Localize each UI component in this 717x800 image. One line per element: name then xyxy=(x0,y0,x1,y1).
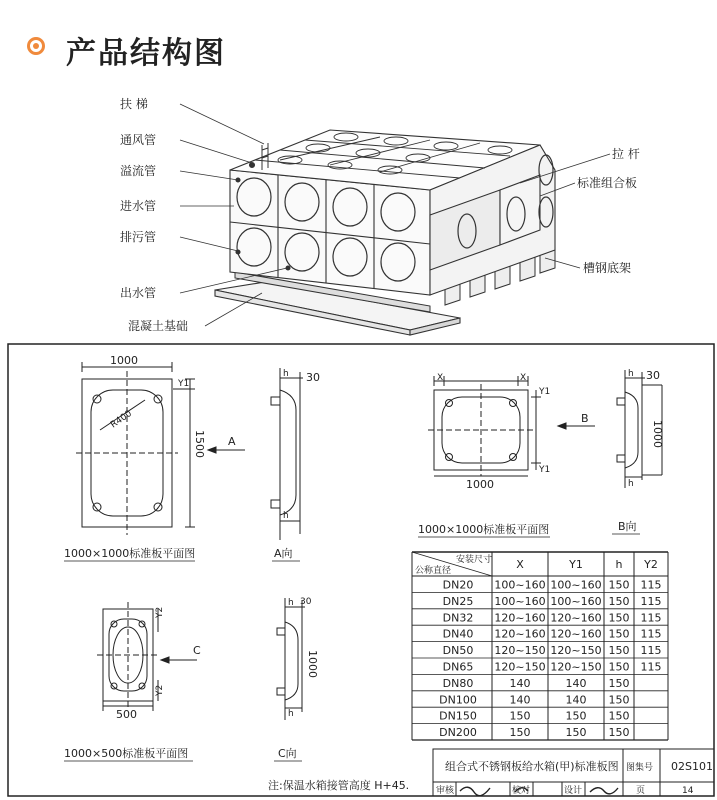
table-cell: 120~150 xyxy=(494,660,546,674)
panel-a-thk: 30 xyxy=(306,371,320,384)
table-cell: 100~160 xyxy=(550,578,602,592)
table-cell: 115 xyxy=(640,644,662,658)
table-cell: 120~160 xyxy=(550,627,602,641)
page-label: 页 xyxy=(636,786,646,796)
table-cell: 150 xyxy=(565,726,587,740)
table-cell: DN65 xyxy=(442,660,474,674)
table-cell: 115 xyxy=(640,594,662,608)
panel-a-width: 1000 xyxy=(110,354,138,367)
label-concrete-base: 混凝土基础 xyxy=(128,319,189,333)
panel-c-caption: 1000×500标准板平面图 xyxy=(64,747,189,760)
label-ladder: 扶 梯 xyxy=(120,97,148,111)
panel-c-y2b: Y2 xyxy=(155,684,165,696)
table-cell: 120~150 xyxy=(550,644,602,658)
atlas-no: 02S101 xyxy=(671,760,713,773)
panel-b-x2: X xyxy=(520,373,527,383)
table-corner-bottom: 公称直径 xyxy=(415,566,452,576)
page-no: 14 xyxy=(682,786,694,796)
table-cell: 150 xyxy=(608,611,630,625)
table-cell: DN50 xyxy=(442,644,474,658)
label-outlet-pipe: 出水管 xyxy=(120,286,157,300)
table-header-1: Y1 xyxy=(569,558,583,571)
label-standard-panel: 标准组合板 xyxy=(577,176,638,190)
panel-c-thk: 30 xyxy=(300,597,312,607)
panel-a-plan xyxy=(76,362,245,535)
panel-c-y2a: Y2 xyxy=(155,606,165,618)
table-cell: 115 xyxy=(640,578,662,592)
table-cell: 120~160 xyxy=(494,627,546,641)
table-cell: 100~160 xyxy=(494,578,546,592)
table-cell: 115 xyxy=(640,611,662,625)
label-tie-rod: 拉 杆 xyxy=(612,147,640,161)
table-header-0: X xyxy=(516,558,524,571)
table-cell: 100~160 xyxy=(494,594,546,608)
table-cell: 120~150 xyxy=(550,660,602,674)
panel-c-arrow: C xyxy=(193,644,201,657)
panel-a-caption: 1000×1000标准板平面图 xyxy=(64,547,196,560)
table-cell: DN100 xyxy=(439,693,477,707)
panel-b-arrow: B xyxy=(581,412,589,425)
label-channel-base: 槽钢底架 xyxy=(583,261,632,275)
label-drain-pipe: 排污管 xyxy=(120,230,157,244)
table-corner-top: 安装尺寸 xyxy=(456,555,493,565)
panel-a-y1: Y1 xyxy=(178,379,190,389)
table-cell: 150 xyxy=(608,709,630,723)
table-cell: 150 xyxy=(608,660,630,674)
panel-b-x1: X xyxy=(437,373,444,383)
panel-b-y2: Y1 xyxy=(539,465,551,475)
table-cell: DN25 xyxy=(442,594,474,608)
table-cell: 100~160 xyxy=(550,594,602,608)
table-cell: 140 xyxy=(565,693,587,707)
panel-c-height: 1000 xyxy=(306,650,319,678)
table-cell: 140 xyxy=(509,676,531,690)
note: 注:保温水箱接管高度 H+45. xyxy=(268,779,410,792)
panel-a-arrow: A xyxy=(228,435,236,448)
table-cell: 150 xyxy=(565,709,587,723)
tank-isometric xyxy=(215,130,555,335)
table-cell: 150 xyxy=(608,594,630,608)
panel-b-h-bottom: h xyxy=(628,479,634,489)
panel-b-plan xyxy=(428,376,595,476)
table-cell: 140 xyxy=(509,693,531,707)
panel-b-width: 1000 xyxy=(466,478,494,491)
panel-b-h-top: h xyxy=(628,369,634,379)
table-cell: 120~160 xyxy=(494,611,546,625)
table-cell: 150 xyxy=(608,693,630,707)
table-header-2: h xyxy=(615,558,623,571)
table-cell: 140 xyxy=(565,676,587,690)
panel-b-view-caption: B向 xyxy=(618,520,637,533)
table-cell: 115 xyxy=(640,660,662,674)
table-cell: 115 xyxy=(640,627,662,641)
table-header-3: Y2 xyxy=(644,558,658,571)
table-cell: DN200 xyxy=(439,726,477,740)
panel-b-thk: 30 xyxy=(646,369,660,382)
check-label: 校对 xyxy=(512,786,531,796)
table-cell: 150 xyxy=(509,709,531,723)
drawing-title: 组合式不锈钢板给水箱(甲)标准板图 xyxy=(445,760,619,773)
panel-a-h-top: h xyxy=(283,369,289,379)
label-overflow-pipe: 溢流管 xyxy=(120,164,157,178)
table-cell: 150 xyxy=(608,578,630,592)
design-label: 设计 xyxy=(564,786,583,796)
table-cell: 120~160 xyxy=(550,611,602,625)
page-title: 产品结构图 xyxy=(66,36,226,71)
table-cell: DN80 xyxy=(442,676,474,690)
panel-b-height: 1000 xyxy=(651,420,664,448)
table-cell: DN150 xyxy=(439,709,477,723)
panel-b-caption: 1000×1000标准板平面图 xyxy=(418,523,550,536)
table-cell: 120~150 xyxy=(494,644,546,658)
panel-a-radius: R400 xyxy=(108,408,134,431)
panel-c-plan xyxy=(97,602,197,711)
label-vent-pipe: 通风管 xyxy=(120,133,157,147)
panel-c-h-bottom: h xyxy=(288,709,294,719)
table-cell: 150 xyxy=(608,644,630,658)
table-cell: 150 xyxy=(509,726,531,740)
panel-c-h-top: h xyxy=(288,598,294,608)
panel-b-y1: Y1 xyxy=(539,387,551,397)
panel-a-height: 1500 xyxy=(193,430,206,458)
table-cell: 150 xyxy=(608,676,630,690)
panel-c-view-caption: C向 xyxy=(278,747,297,760)
atlas-label: 图集号 xyxy=(626,763,654,773)
table-cell: DN32 xyxy=(442,611,474,625)
panel-a-h-bottom: h xyxy=(283,511,289,521)
panel-a-view-caption: A向 xyxy=(274,547,293,560)
table-cell: 150 xyxy=(608,627,630,641)
review-label: 审核 xyxy=(436,786,455,796)
table-cell: 150 xyxy=(608,726,630,740)
panel-c-width: 500 xyxy=(116,708,137,721)
table-cell: DN40 xyxy=(442,627,474,641)
table-cell: DN20 xyxy=(442,578,474,592)
size-table xyxy=(412,552,668,740)
label-inlet-pipe: 进水管 xyxy=(120,199,157,213)
panel-c-side-view xyxy=(277,598,305,720)
